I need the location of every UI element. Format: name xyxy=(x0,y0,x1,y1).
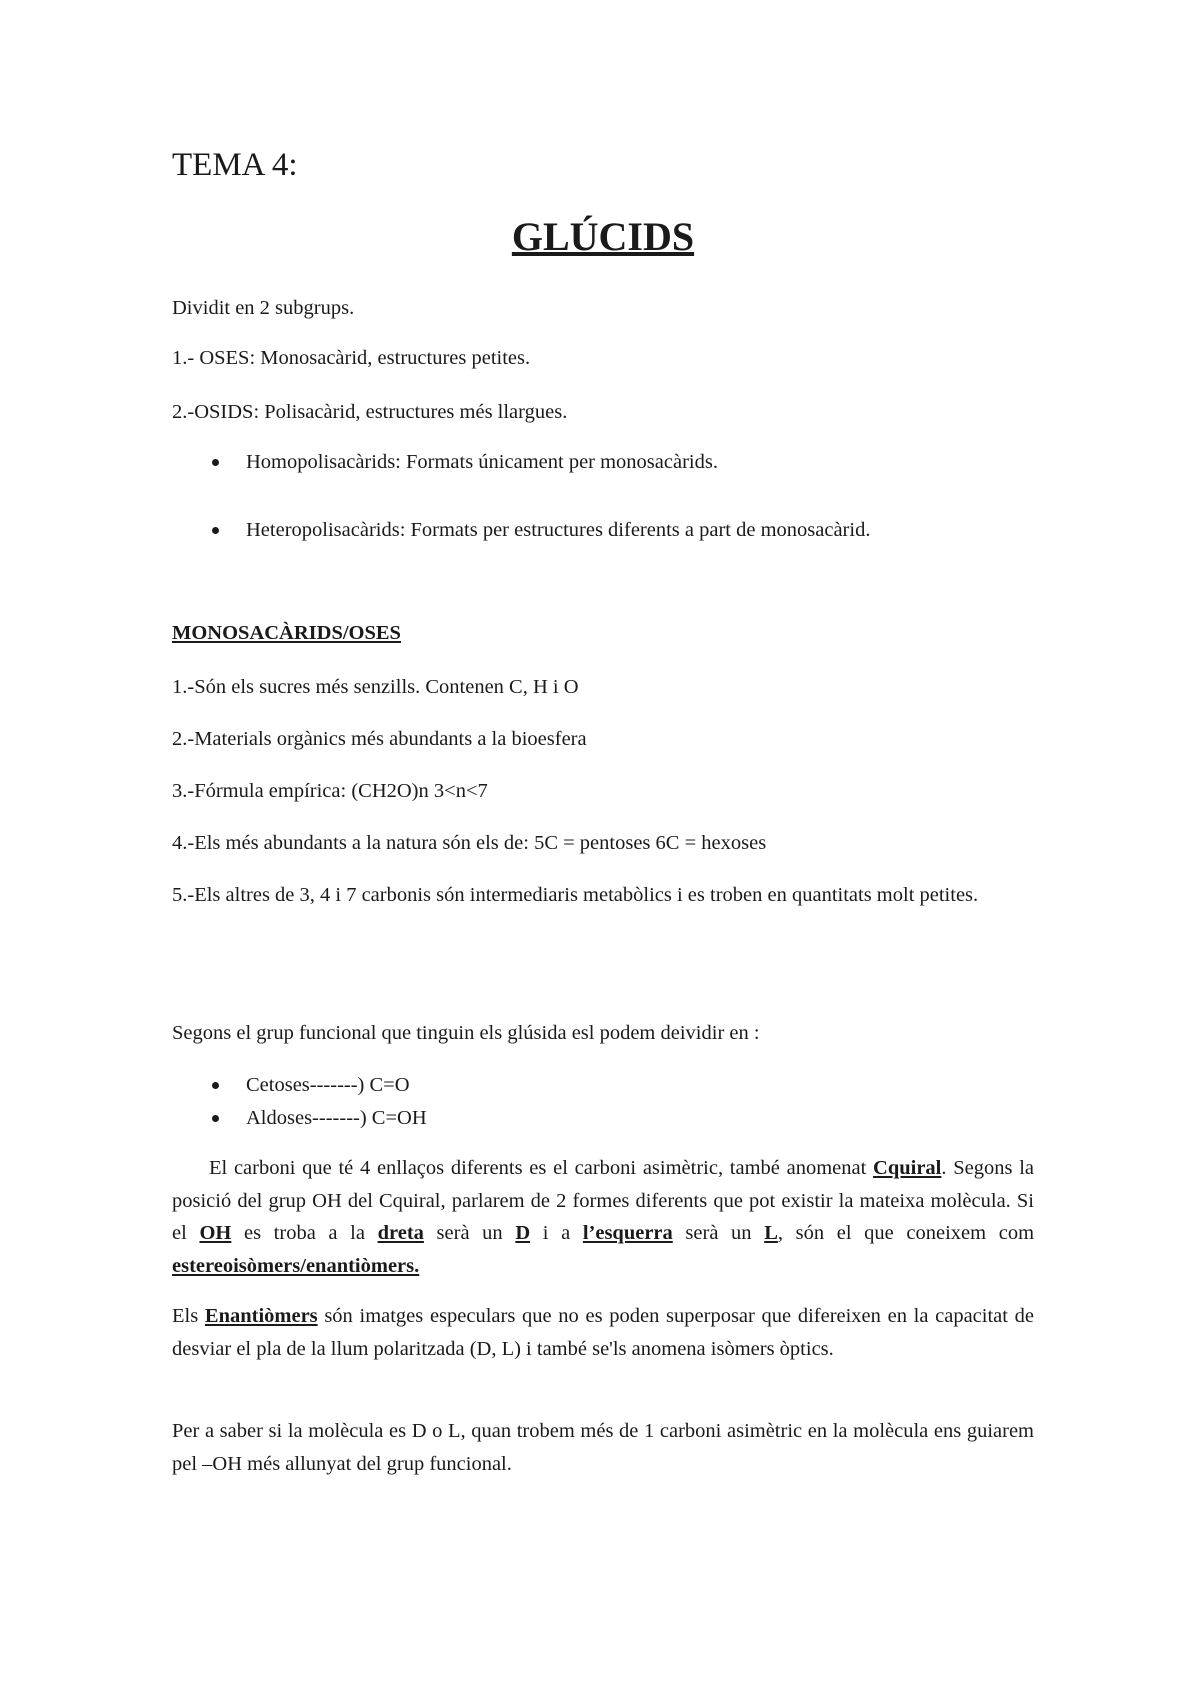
term-dreta: dreta xyxy=(377,1222,424,1244)
oses-line: 1.- OSES: Monosacàrid, estructures petites. xyxy=(172,347,531,369)
bullet-icon xyxy=(212,459,219,466)
term-cquiral: Cquiral xyxy=(873,1157,942,1179)
bullet-icon xyxy=(212,1115,219,1122)
term-esquerra: l’esquerra xyxy=(582,1222,673,1244)
groups-intro: Segons el grup funcional que tinguin els glúsida esl podem deividir en : xyxy=(172,1022,760,1044)
section-heading: MONOSACÀRIDS/OSES xyxy=(172,622,401,644)
list-item: 1.-Són els sucres més senzills. Contenen C, H i O xyxy=(172,676,579,698)
paragraph-cquiral: El carboni que té 4 enllaços diferents es el carboni asimètric, també anomenat Cquiral. Segons la posició del grup OH del Cquiral, parlarem de 2 formes diferents que pot existir la mateixa molècula. Si el OH es troba a la dreta serà un D i a l’esquerra serà un L, són el que coneixem com estereoisòmers/enantiòmers. xyxy=(172,1157,1035,1277)
list-item: 2.-Materials orgànics més abundants a la bioesfera xyxy=(172,728,587,750)
page-title: GLÚCIDS xyxy=(511,214,695,259)
list-item-text: Aldoses-------) C=OH xyxy=(246,1107,427,1129)
list-item: 3.-Fórmula empírica: (CH2O)n 3<n<7 xyxy=(172,780,488,802)
bullet-icon xyxy=(212,527,219,534)
intro-line: Dividit en 2 subgrups. xyxy=(172,297,355,319)
term-d: D xyxy=(515,1222,531,1244)
paragraph-enantiomers: Els Enantiòmers són imatges especulars que no es poden superposar que difereixen en la capacitat de desviar el pla de la llum polaritzada (D, L) i també se'ls anomena isòmers òptics. xyxy=(172,1305,1034,1360)
term-oh: OH xyxy=(199,1222,232,1244)
tema-label: TEMA 4: xyxy=(172,147,298,183)
list-item-text: Homopolisacàrids: Formats únicament per monosacàrids. xyxy=(246,451,718,473)
term-estereoisomers: estereoisòmers/enantiòmers. xyxy=(172,1254,420,1277)
paragraph-d-or-l: Per a saber si la molècula es D o L, quan trobem més de 1 carboni asimètric en la molècula ens guiarem pel –OH més allunyat del grup funcional. xyxy=(172,1420,1034,1475)
document-page xyxy=(172,0,1034,1698)
bullet-icon xyxy=(212,1082,219,1089)
list-item: 4.-Els més abundants a la natura són els de: 5C = pentoses 6C = hexoses xyxy=(172,832,767,854)
list-item-text: Heteropolisacàrids: Formats per estructures diferents a part de monosacàrid. xyxy=(246,519,871,541)
term-l: L xyxy=(764,1222,778,1244)
term-enantiomers: Enantiòmers xyxy=(204,1305,318,1327)
osids-line: 2.-OSIDS: Polisacàrid, estructures més llargues. xyxy=(172,401,568,423)
list-item-text: Cetoses-------) C=O xyxy=(246,1074,410,1096)
list-item-5: 5.-Els altres de 3, 4 i 7 carbonis són intermediaris metabòlics i es troben en quantitats molt petites. xyxy=(172,884,979,906)
